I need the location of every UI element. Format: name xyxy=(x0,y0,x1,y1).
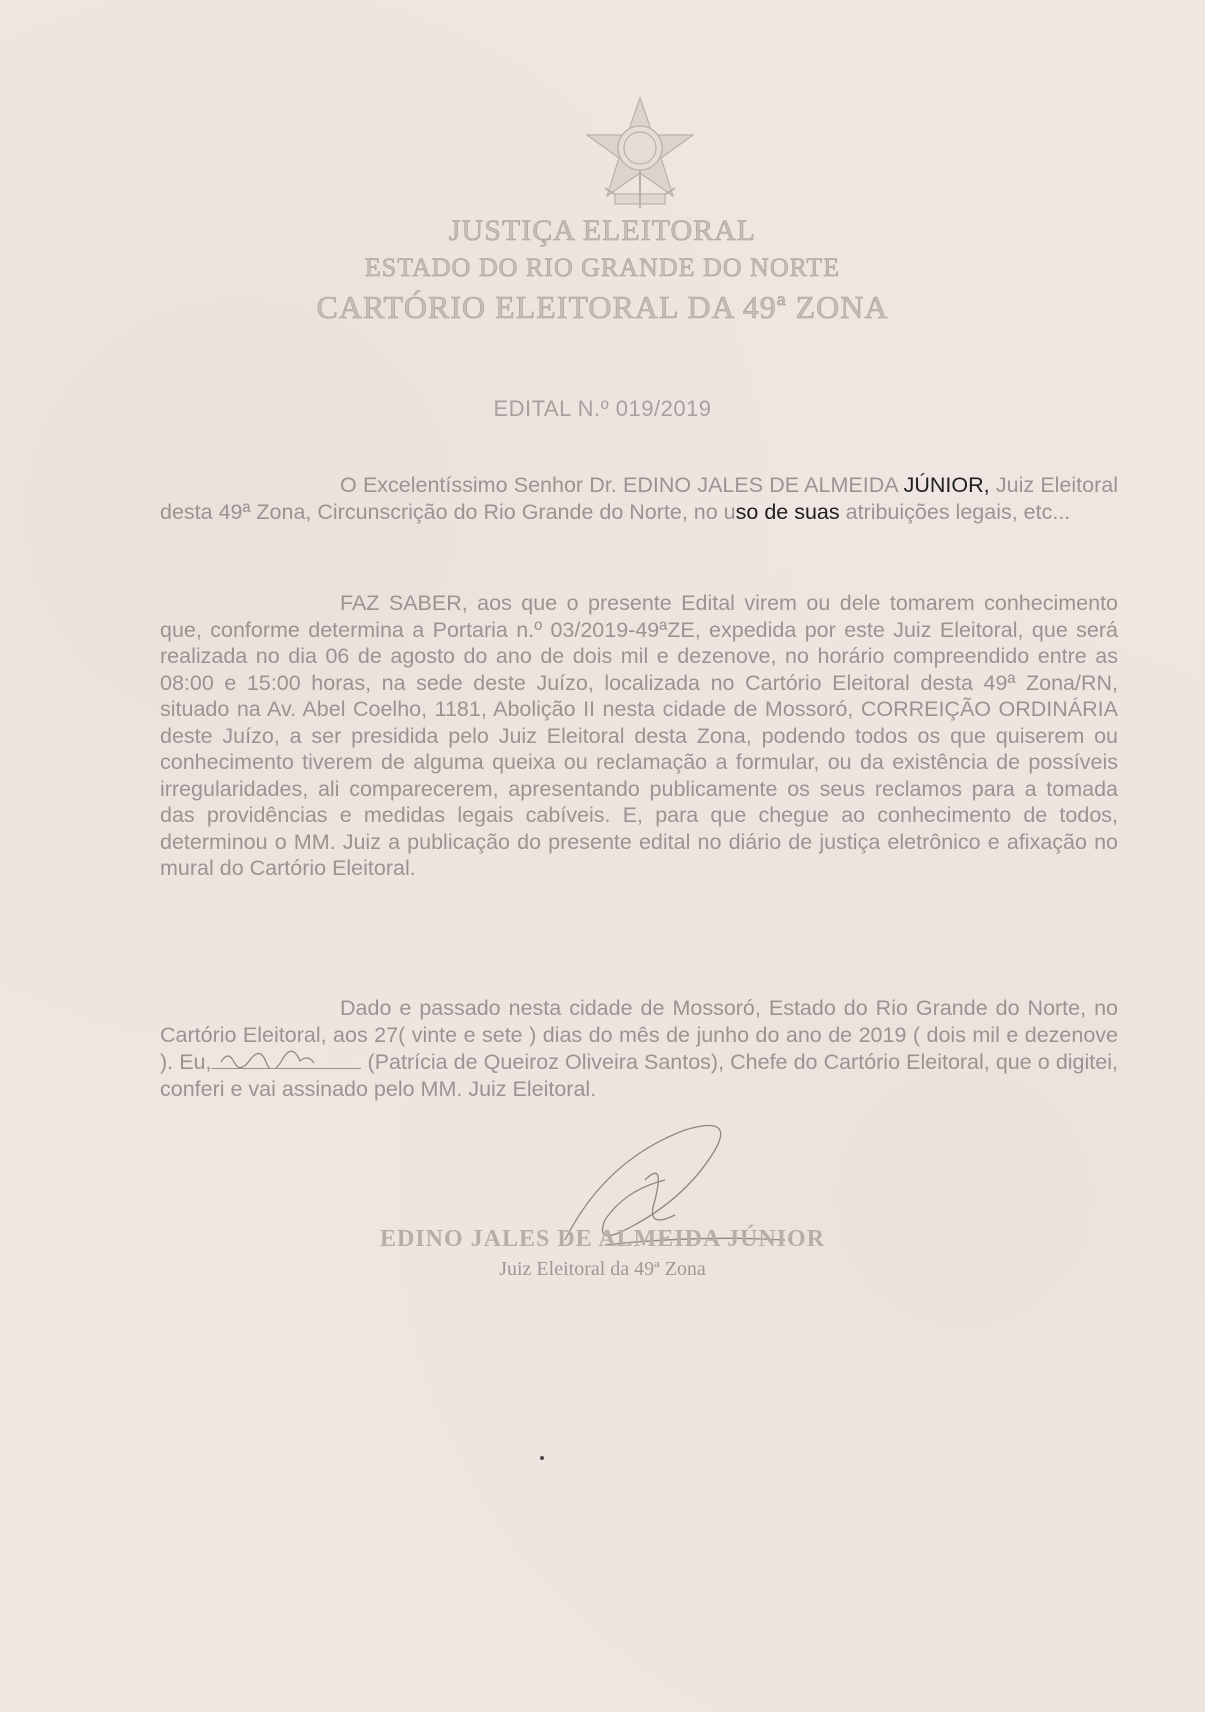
closing-text-1: Dado e passado nesta cidade de Mossoró, Estado do Rio Grande do Norte, no Cartório Eleitoral, aos 27( vinte e sete ) dias do mês de junho do ano de 2019 ( dois mil e dezenove ). Eu, xyxy=(160,996,1118,1074)
intro-text-dark-2: so de suas xyxy=(735,499,840,524)
signer-name: EDINO JALES DE ALMEIDA JÚNIOR xyxy=(379,1226,826,1252)
closing-paragraph xyxy=(160,995,1118,1102)
clerk-signature-blank xyxy=(211,1048,361,1069)
intro-text-faded-2: Juiz Eleitoral desta 49ª Zona, Circunscrição do Rio Grande do Norte, no u xyxy=(160,473,1118,524)
body-paragraph xyxy=(160,590,1118,882)
header-state: ESTADO DO RIO GRANDE DO NORTE xyxy=(364,253,841,282)
closing-text-2: (Patrícia de Queiroz Oliveira Santos), Chefe do Cartório Eleitoral, que o digitei, conferi e vai assinado pelo MM. Juiz Eleitoral. xyxy=(160,1050,1118,1101)
intro-text-faded: O Excelentíssimo Senhor Dr. EDINO JALES DE ALMEIDA xyxy=(340,473,898,497)
body-text: FAZ SABER, aos que o presente Edital virem ou dele tomarem conhecimento que, conforme determina a Portaria n.º 03/2019-49ªZE, expedida por este Juiz Eleitoral, que será realizada no dia 06 de agosto do ano de dois mil e dezenove, no horário compreendido entre as 08:00 e 15:00 horas, na sede deste Juízo, localizada no Cartório Eleitoral desta 49ª Zona/RN, situado na Av. Abel Coelho, 1181, Abolição II nesta cidade de Mossoró, CORREIÇÃO ORDINÁRIA deste Juízo, a ser presidida pelo Juiz Eleitoral desta Zona, podendo todos os que quiserem ou conhecimento tiverem de alguma queixa ou reclamação a formular, ou da existência de possíveis irregularidades, ali comparecerem, apresentando publicamente os seus reclamos para a tomada das providências e medidas legais cabíveis. E, para que chegue ao conhecimento de todos, determinou o MM. Juiz a publicação do presente edital no diário de justiça eletrônico e afixação no mural do Cartório Eleitoral. xyxy=(160,591,1118,880)
brazil-coat-of-arms-icon xyxy=(575,90,705,220)
intro-text-faded-3: atribuições legais, etc... xyxy=(845,499,1071,524)
paper-speck xyxy=(540,1456,544,1460)
clerk-initials-icon xyxy=(216,1048,356,1068)
edital-number: EDITAL N.º 019/2019 xyxy=(493,396,712,421)
signer-title: Juiz Eleitoral da 49ª Zona xyxy=(499,1258,706,1280)
header-office: CARTÓRIO ELEITORAL DA 49ª ZONA xyxy=(316,289,889,325)
intro-text-dark: JÚNIOR, xyxy=(897,473,990,497)
intro-paragraph xyxy=(160,472,1118,525)
header-title: JUSTIÇA ELEITORAL xyxy=(448,214,757,247)
